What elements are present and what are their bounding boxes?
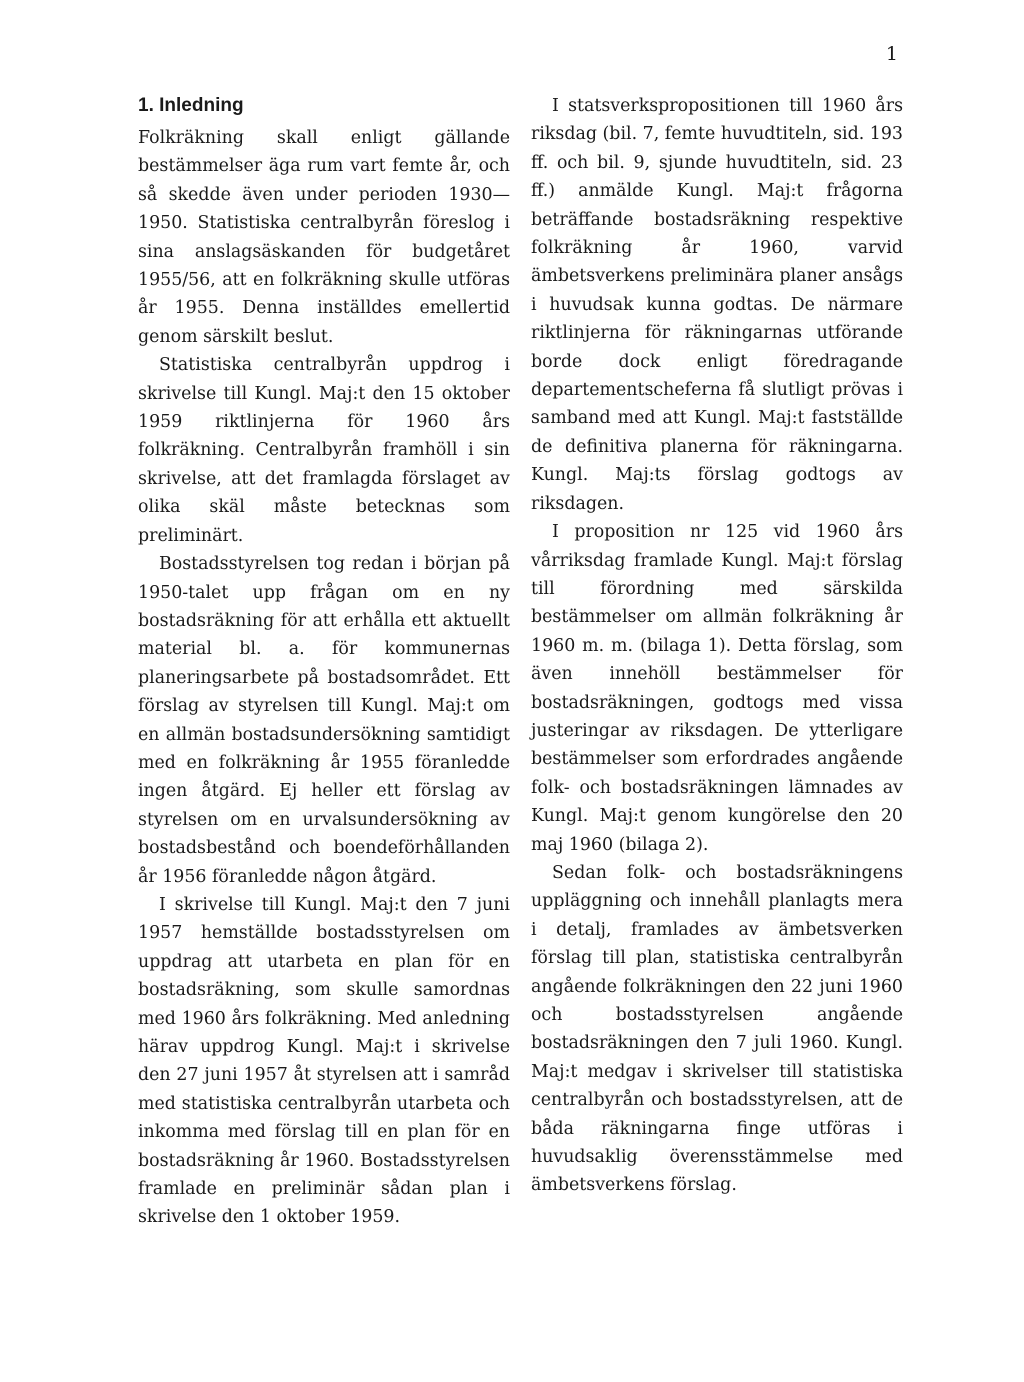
- paragraph: I proposition nr 125 vid 1960 års vårriksdag framlade Kungl. Maj:t förslag till förordning med särskilda bestämmelser om allmän folkräkning år 1960 m. m. (bilaga 1). Detta förslag, som även innehöll bestämmelser för bostadsräkningen, godtogs med vissa justeringar av riksdagen. De ytterligare bestämmelser som erfordrades angående folk- och bostadsräkningen lämnades av Kungl. Maj:t genom kungörelse den 20 maj 1960 (bilaga 2).: [531, 522, 903, 855]
- paragraph: Folkräkning skall enligt gällande bestämmelser äga rum vart femte år, och så skedde även under perioden 1930—1950. Statistiska centralbyrån föreslog i sina anslagsäskanden för budgetåret 1955/56, att en folkräkning skulle utföras år 1955. Denna inställdes emellertid genom särskilt beslut.: [138, 128, 510, 347]
- left-column: [138, 92, 510, 1232]
- page-number: 1: [885, 43, 898, 65]
- section-heading: 1. Inledning: [138, 95, 244, 116]
- paragraph: Statistiska centralbyrån uppdrog i skrivelse till Kungl. Maj:t den 15 oktober 1959 riktlinjerna för 1960 års folkräkning. Centralbyrån framhöll i sin skrivelse, att det framlagda förslaget av olika skäl måste betecknas som preliminärt.: [138, 355, 510, 546]
- paragraph: Bostadsstyrelsen tog redan i början på 1950-talet upp frågan om en ny bostadsräkning för att erhålla ett aktuellt material bl. a. för kommunernas planeringsarbete på bostadsområdet. Ett förslag av styrelsen till Kungl. Maj:t om en allmän bostadsundersökning samtidigt med en folkräkning år 1955 föranledde ingen åtgärd. Ej heller ett förslag av styrelsen om en urvalsundersökning av bostadsbestånd och boendeförhållanden år 1956 föranledde någon åtgärd.: [138, 554, 510, 887]
- right-column: [531, 92, 903, 1200]
- paragraph: Sedan folk- och bostadsräkningens uppläggning och innehåll planlagts mera i detalj, framlades av ämbetsverken förslag till plan, statistiska centralbyrån angående folkräkningen den 22 juni 1960 och bostadsstyrelsen angående bostadsräkningen den 7 juli 1960. Kungl. Maj:t medgav i skrivelser till statistiska centralbyrån och bostadsstyrelsen, att de båda räkningarna finge utföras i huvudsaklig överensstämmelse med ämbetsverkens förslag.: [531, 862, 903, 1196]
- paragraph: I statsverkspropositionen till 1960 års riksdag (bil. 7, femte huvudtiteln, sid. 193 ff. och bil. 9, sjunde huvudtiteln, sid. 23 ff.) anmälde Kungl. Maj:t frågorna beträffande bostadsräkning respektive folkräkning år 1960, varvid ämbetsverkens preliminära planer ansågs i huvudsak kunna godtas. De närmare riktlinjerna för räkningarnas utförande borde dock enligt föredragande departementscheferna få slutligt prövas i samband med att Kungl. Maj:t fastställde de definitiva planerna för räkningarna. Kungl. Maj:ts förslag godtogs av riksdagen.: [531, 96, 903, 514]
- paragraph: I skrivelse till Kungl. Maj:t den 7 juni 1957 hemställde bostadsstyrelsen om uppdrag att utarbeta en plan för en bostadsräkning, som skulle samordnas med 1960 års folkräkning. Med anledning härav uppdrog Kungl. Maj:t i skrivelse den 27 juni 1957 åt styrelsen att i samråd med statistiska centralbyrån utarbeta och inkomma med förslag till en plan för en bostadsräkning år 1960. Bostadsstyrelsen framlade en preliminär sådan plan i skrivelse den 1 oktober 1959.: [138, 894, 510, 1228]
